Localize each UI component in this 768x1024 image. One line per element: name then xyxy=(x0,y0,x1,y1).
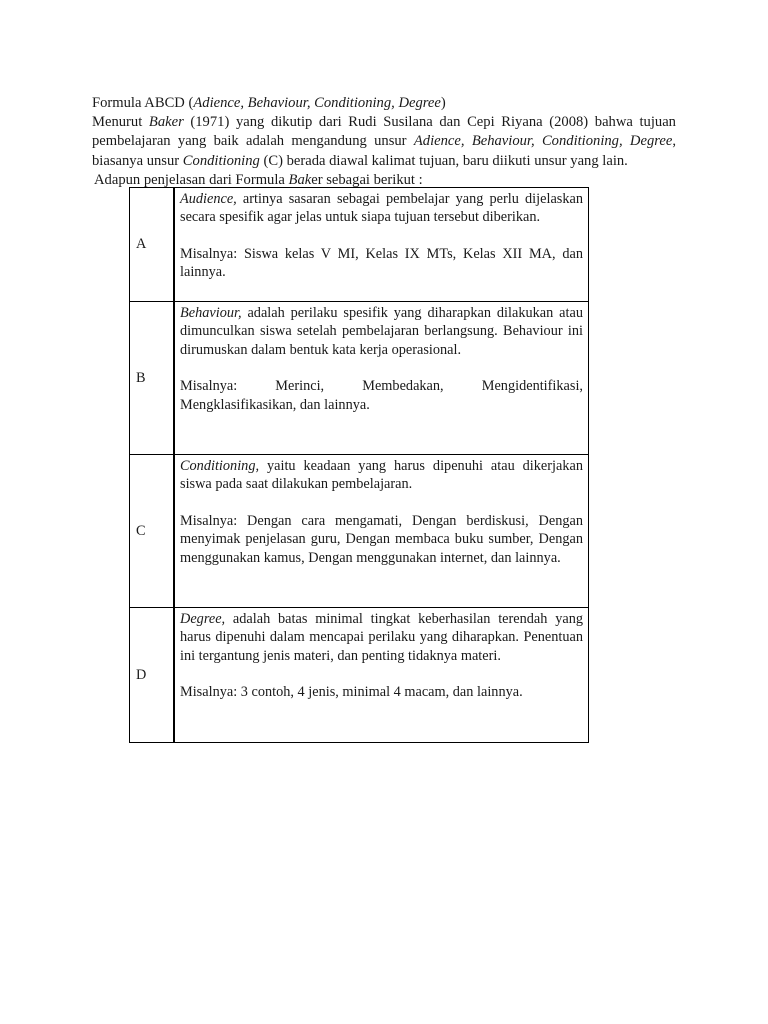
row-description xyxy=(174,608,589,743)
row-description xyxy=(174,455,589,608)
row-example: Misalnya: Dengan cara mengamati, Dengan berdiskusi, Dengan menyimak penjelasan guru, Dengan membaca buku sumber, Dengan menggunakan kamus, Dengan menggunakan internet, dan lainnya. xyxy=(180,512,583,566)
row-definition xyxy=(180,190,583,227)
intro-text-4: (C) berada diawal kalimat tujuan, baru diikuti unsur yang lain. xyxy=(259,152,628,169)
row-example: Misalnya: 3 contoh, 4 jenis, minimal 4 macam, dan lainnya. xyxy=(180,684,523,701)
row-letter: C xyxy=(130,455,175,608)
row-definition xyxy=(180,610,583,665)
heading-text: Formula ABCD ( xyxy=(92,95,194,111)
row-definition xyxy=(180,457,583,494)
table-row xyxy=(130,608,589,743)
intro-section xyxy=(92,94,676,190)
table-row xyxy=(130,188,589,302)
intro-text-3: , biasanya unsur xyxy=(92,133,676,169)
lead-in-text-1: Adapun penjelasan dari Formula xyxy=(94,171,289,188)
intro-text-1: Menurut xyxy=(92,114,149,131)
row-definition-text: yaitu keadaan yang harus dipenuhi atau dikerjakan siswa pada saat dilakukan pembelajaran. xyxy=(180,458,583,493)
row-letter: D xyxy=(130,608,175,743)
intro-terms: Adience, Behaviour, Conditioning, Degree xyxy=(413,133,673,150)
lead-in-bak: Bak xyxy=(288,171,312,188)
row-description xyxy=(174,302,589,455)
row-term: Behaviour, xyxy=(180,305,242,321)
row-term: Audience, xyxy=(180,191,237,207)
intro-paragraph xyxy=(92,113,676,171)
row-definition-text: artinya sasaran sebagai pembelajar yang perlu dijelaskan secara spesifik agar jelas untuk siapa tujuan tersebut diberikan. xyxy=(180,191,583,226)
row-letter: B xyxy=(130,302,175,455)
table-row xyxy=(130,302,589,455)
intro-text-2: (1971) yang dikutip dari Rudi Susilana dan Cepi Riyana (2008) bahwa tujuan pembelajaran yang baik adalah mengandung unsur xyxy=(92,114,676,150)
row-term: Degree, xyxy=(180,611,226,627)
intro-baker: Baker xyxy=(148,114,184,131)
row-letter: A xyxy=(130,188,175,302)
intro-conditioning: Conditioning xyxy=(182,152,260,169)
heading-suffix: ) xyxy=(440,95,446,111)
heading-terms: Adience, Behaviour, Conditioning, Degree xyxy=(193,95,441,111)
row-definition-text: adalah perilaku spesifik yang diharapkan dilakukan atau dimunculkan siswa setelah pembelajaran berlangsung. Behaviour ini dirumuskan dalam bentuk kata kerja operasional. xyxy=(180,305,583,358)
row-example: Misalnya: Merinci, Membedakan, Mengidentifikasi, Mengklasifikasikan, dan lainnya. xyxy=(180,378,583,413)
row-example: Misalnya: Siswa kelas V MI, Kelas IX MTs, Kelas XII MA, dan lainnya. xyxy=(180,245,583,281)
row-definition xyxy=(180,304,583,359)
row-description xyxy=(174,188,589,302)
lead-in-text-2: er sebagai berikut : xyxy=(311,171,423,188)
heading xyxy=(92,94,676,113)
row-definition-text: adalah batas minimal tingkat keberhasilan terendah yang harus dipenuhi dalam mencapai perilaku yang diharapkan. Penentuan ini tergantung jenis materi, dan penting tidaknya materi. xyxy=(180,611,583,664)
table-row xyxy=(130,455,589,608)
abcd-table xyxy=(129,187,589,743)
row-term: Conditioning, xyxy=(180,458,260,474)
